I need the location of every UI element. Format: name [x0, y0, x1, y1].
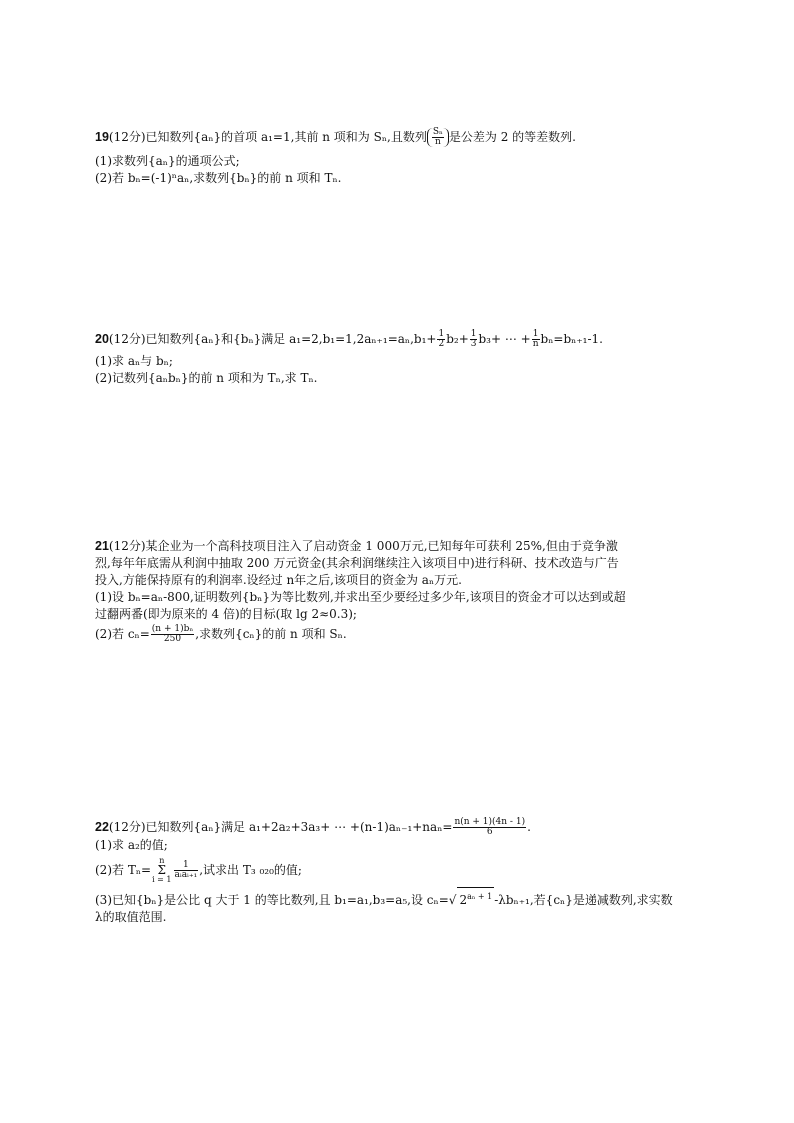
problem-20 — [95, 330, 710, 387]
problem-20-part-2: (2)记数列{aₙbₙ}的前 n 项和为 Tₙ,求 Tₙ. — [95, 371, 318, 385]
problem-21-line-3: 投入,方能保持原有的利润率.设经过 n年之后,该项目的资金为 aₙ万元. — [95, 573, 462, 587]
problem-22-part-1: (1)求 a₂的值; — [95, 838, 168, 852]
sqrt-symbol: √ — [448, 893, 457, 907]
problem-19 — [95, 128, 710, 187]
problem-21-line-1: 21(12分)某企业为一个高科技项目注入了启动资金 1 000万元,已知每年可获利 25%,但由于竞争激 — [95, 539, 618, 553]
problem-21 — [95, 538, 710, 644]
fraction-cn: $\frac{\text{(n + 1)bₙ}}{250}$ — [151, 624, 194, 644]
problem-number: 20 — [95, 332, 109, 346]
problem-number: 21 — [95, 539, 109, 553]
fraction-1-n: $\frac{1}{n}$ — [532, 329, 539, 349]
problem-22-part-3: (3)已知{bₙ}是公比 q 大于 1 的等比数列,且 b₁=a₁,b₃=a₅,设 cₙ=√ $2^{a_n + 1}$ -λbₙ₊₁,若{cₙ}是递减数列,求实数 — [95, 887, 710, 909]
problem-22-line-1: 22(12分)已知数列{aₙ}满足 a₁+2a₂+3a₃+ ⋯ +(n-1)aₙ₋₁+naₙ= $\frac{n(n + 1)(4n - 1)}{6}$ . — [95, 817, 531, 837]
problem-22-part-2: (2)若 Tₙ= n Σ i = 1 $\frac{1}{\text{aᵢaᵢ₊₁}}$ ,试求出 T₃ ₀₂₀的值; — [95, 856, 302, 884]
problem-19-part-1: (1)求数列{aₙ}的通项公式; — [95, 154, 240, 168]
problem-21-part-1-cont: 过翻两番(即为原来的 4 倍)的目标(取 lg 2≈0.3); — [95, 607, 357, 621]
problem-20-part-1: (1)求 aₙ与 bₙ; — [95, 354, 173, 368]
fraction-sn-over-n: $\frac{\text{Sₙ}}{n}$ — [427, 128, 449, 147]
problem-number: 19 — [95, 130, 109, 144]
problem-21-part-2: (2)若 cₙ= $\frac{\text{(n + 1)bₙ}}{250}$ ,求数列{cₙ}的前 n 项和 Sₙ. — [95, 624, 347, 644]
fraction-sum-formula: $\frac{n(n + 1)(4n - 1)}{6}$ — [454, 817, 526, 837]
problem-20-line-1: 20(12分)已知数列{aₙ}和{bₙ}满足 a₁=2,b₁=1,2aₙ₊₁=aₙ,b₁+ $\frac{1}{2}$ b₂+ $\frac{1}{3}$ b₃+ ⋯ + $\frac{1}{n}$ bₙ=bₙ₊₁-1. — [95, 329, 603, 349]
problem-22-part-3-cont: λ的取值范围. — [95, 910, 167, 924]
problem-21-line-2: 烈,每年年底需从利润中抽取 200 万元资金(其余利润继续注入该项目中)进行科研、技术改造与广告 — [95, 556, 619, 570]
fraction-1-2: $\frac{1}{2}$ — [438, 329, 445, 349]
problem-22 — [95, 818, 710, 926]
fraction-1-3: $\frac{1}{3}$ — [470, 329, 477, 349]
problem-19-part-2: (2)若 bₙ=(-1)ⁿaₙ,求数列{bₙ}的前 n 项和 Tₙ. — [95, 171, 342, 185]
problem-21-part-1: (1)设 bₙ=aₙ-800,证明数列{bₙ}为等比数列,并求出至少要经过多少年,该项目的资金才可以达到或超 — [95, 590, 626, 604]
sqrt-radicand: $2^{a_n + 1}$ — [457, 887, 494, 909]
problem-number: 22 — [95, 820, 109, 834]
fraction-reciprocal: $\frac{1}{\text{aᵢaᵢ₊₁}}$ — [174, 860, 198, 880]
problem-19-line-1: 19(12分)已知数列{aₙ}的首项 a₁=1,其前 n 项和为 Sₙ,且数列 $\frac{\text{Sₙ}}{n}$ 是公差为 2 的等差数列. — [95, 127, 576, 147]
summation-symbol: n Σ i = 1 — [152, 856, 172, 884]
